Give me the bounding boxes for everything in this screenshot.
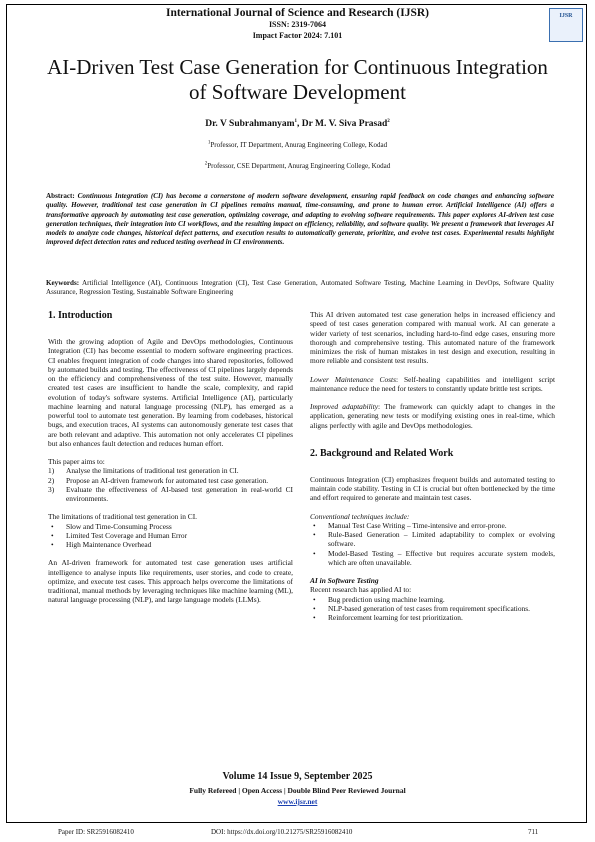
bullet-icon: • (313, 613, 316, 622)
bullet-icon: • (313, 530, 316, 539)
journal-url-link[interactable]: www.ijsr.net (277, 797, 318, 806)
bullet-icon: • (51, 530, 54, 540)
volume-info: Volume 14 Issue 9, September 2025 (222, 771, 373, 782)
doi-link[interactable]: DOI: https://dx.doi.org/10.21275/SR25916082410 (211, 828, 353, 836)
ai-testing-list (310, 595, 555, 623)
list-item: • High Maintenance Overhead (51, 540, 152, 549)
list-item: • Reinforcement learning for test prioritization. (313, 613, 463, 622)
list-item: • Rule-Based Generation – Limited adaptability to complex or evolving software. (313, 530, 555, 549)
page-number: 711 (528, 828, 539, 836)
bullet-icon: • (51, 540, 54, 549)
section-heading-background: 2. Background and Related Work (310, 447, 454, 459)
author-2: Dr M. V. Siva Prasad (301, 119, 388, 129)
benefits-paragraph: This AI driven automated test case generation helps in increased efficiency and speed of test cases generation compared with manual work. AI can generate a wider variety of test scenarios, including hard-to-find edge cases, ensuring more thorough and comprehensive testing. This automated nature of the framework minimizes the risk of human mistakes in test design and execution, resulting in more reliable and consistent test results. (310, 310, 555, 366)
list-item: • NLP-based generation of test cases from requirement specifications. (313, 603, 530, 613)
left-column (48, 310, 293, 614)
journal-title: International Journal of Science and Research (IJSR) (165, 7, 429, 19)
list-item: 1) Analyse the limitations of traditional test generation in CI. (48, 466, 239, 476)
list-item: • Model-Based Testing – Effective but requires accurate system models, which are often unavailable. (313, 548, 555, 567)
list-item: 3) Evaluate the effectiveness of AI-based test generation in real-world CI environments. (48, 484, 293, 503)
adaptability-paragraph: Improved adaptability: The framework can quickly adapt to changes in the application, generating new tests or modifying existing ones in real-time, which aligns perfectly with agile and DevOps methodologies. (310, 402, 555, 430)
ai-testing-heading: AI in Software Testing (310, 576, 379, 585)
bullet-icon: • (313, 520, 316, 530)
bullet-icon: • (313, 594, 316, 604)
section-heading-introduction: 1. Introduction (48, 310, 113, 321)
list-item: 2) Propose an AI-driven framework for automated test case generation. (48, 475, 269, 485)
intro-paragraph: With the growing adoption of Agile and DevOps methodologies, Continuous Integration (CI) has become essential to modern software engineering practices. CI enables frequent integration of code changes into shared repositories, followed by automated builds and testing. The effectiveness of CI pipelines largely depends on the efficiency and comprehensiveness of the test suite. However, manually created test cases are insufficient to handle the scale, complexity, and rapid evolution of today's software systems. Artificial Intelligence (AI), particularly machine learning and natural language processing (NLP), has emerged as a powerful tool to automate test generation. By learning from codebases, historical bugs, and execution traces, AI systems can autonomously generate test cases that are both relevant and adaptive. This automation not only accelerates CI pipelines but also enhances fault detection and reduces human effort. (48, 337, 293, 448)
issn: ISSN: 2319-7064 (268, 20, 327, 29)
keywords (46, 279, 554, 298)
abstract-text: Continuous Integration (CI) has become a cornerstone of modern software development, ensuring rapid feedback on code changes and enhancing software quality. However, traditional test case generation in CI pipelines remains manual, time-consuming, and prone to human error. Artificial Intelligence (AI) offers a transformative approach by automating test case generation, optimizing coverage, and adapting to evolving software requirements. This paper explores AI-driven test case generation techniques, their integration into CI workflows, and the resulting impact on efficiency, reliability, and software quality. We present a framework that leverages AI models to analyze code changes, historical defect patterns, and execution results to automatically generate, prioritize, and evolve test cases. Experimental results highlight improved defect detection rates and reduced testing overhead in CI environments. (46, 192, 554, 247)
affiliation-1: $^1$Professor, IT Department, Anurag Engineering College, Kodad (207, 140, 388, 149)
list-item: • Limited Test Coverage and Human Error (51, 530, 188, 540)
author-1: Dr. V Subrahmanyam (205, 119, 295, 129)
paper-title: AI-Driven Test Case Generation for Continuous Integration of Software Development (47, 55, 548, 104)
abstract (46, 192, 554, 248)
keywords-text: Artificial Intelligence (AI), Continuous Integration (CI), Test Case Generation, Automated Software Testing, Machine Learning in DevOps, Software Quality Assurance, Regression Testing, Sustainable Software Engineering (46, 279, 554, 297)
bullet-icon: • (313, 548, 316, 558)
journal-logo-icon: IJSR (549, 8, 583, 42)
journal-header (0, 8, 595, 41)
right-column (310, 310, 555, 631)
limits-list (48, 522, 293, 550)
conventional-list (310, 521, 555, 567)
abstract-label: Abstract: (46, 192, 75, 200)
limits-intro: The limitations of traditional test generation in CI. (48, 512, 198, 522)
affiliation-2: $^2$Professor, CSE Department, Anurag Engineering College, Kodad (204, 161, 391, 170)
authors: Dr. V Subrahmanyam$^1$, Dr M. V. Siva Prasad$^2$ (205, 118, 390, 129)
ai-testing-intro: Recent research has applied AI to: (310, 585, 412, 595)
aims-intro: This paper aims to: (48, 457, 105, 466)
review-info: Fully Refereed | Open Access | Double Blind Peer Reviewed Journal (189, 786, 406, 795)
paper-id: Paper ID: SR25916082410 (58, 828, 134, 836)
bullet-icon: • (313, 603, 316, 613)
ci-paragraph: Continuous Integration (CI) emphasizes frequent builds and automated testing to maintain code stability. Testing in CI is crucial but often bottlenecked by the time and effort required to generate and maintain test cases. (310, 474, 555, 503)
maintenance-paragraph: Lower Maintenance Costs: Self-healing capabilities and intelligent script maintenance reduce the need for testers to constantly update brittle test scripts. (310, 374, 555, 393)
keywords-label: Keywords: (46, 279, 80, 287)
conventional-label: Conventional techniques include: (310, 511, 410, 521)
aims-list (48, 466, 293, 503)
list-item: • Slow and Time-Consuming Process (51, 521, 172, 531)
list-item: • Bug prediction using machine learning. (313, 594, 445, 604)
list-item: • Manual Test Case Writing – Time-intensive and error-prone. (313, 520, 507, 530)
framework-paragraph: An AI-driven framework for automated test case generation uses artificial intelligence to analyse inputs like requirements, user stories, and code to create, optimize, and execute test cases. This approach helps overcome the limitations of traditional, manual methods by leveraging techniques like machine learning (ML), natural language processing (NLP), and large language models (LLMs). (48, 558, 293, 605)
bullet-icon: • (51, 521, 54, 531)
impact-factor: Impact Factor 2024: 7.101 (252, 31, 343, 40)
